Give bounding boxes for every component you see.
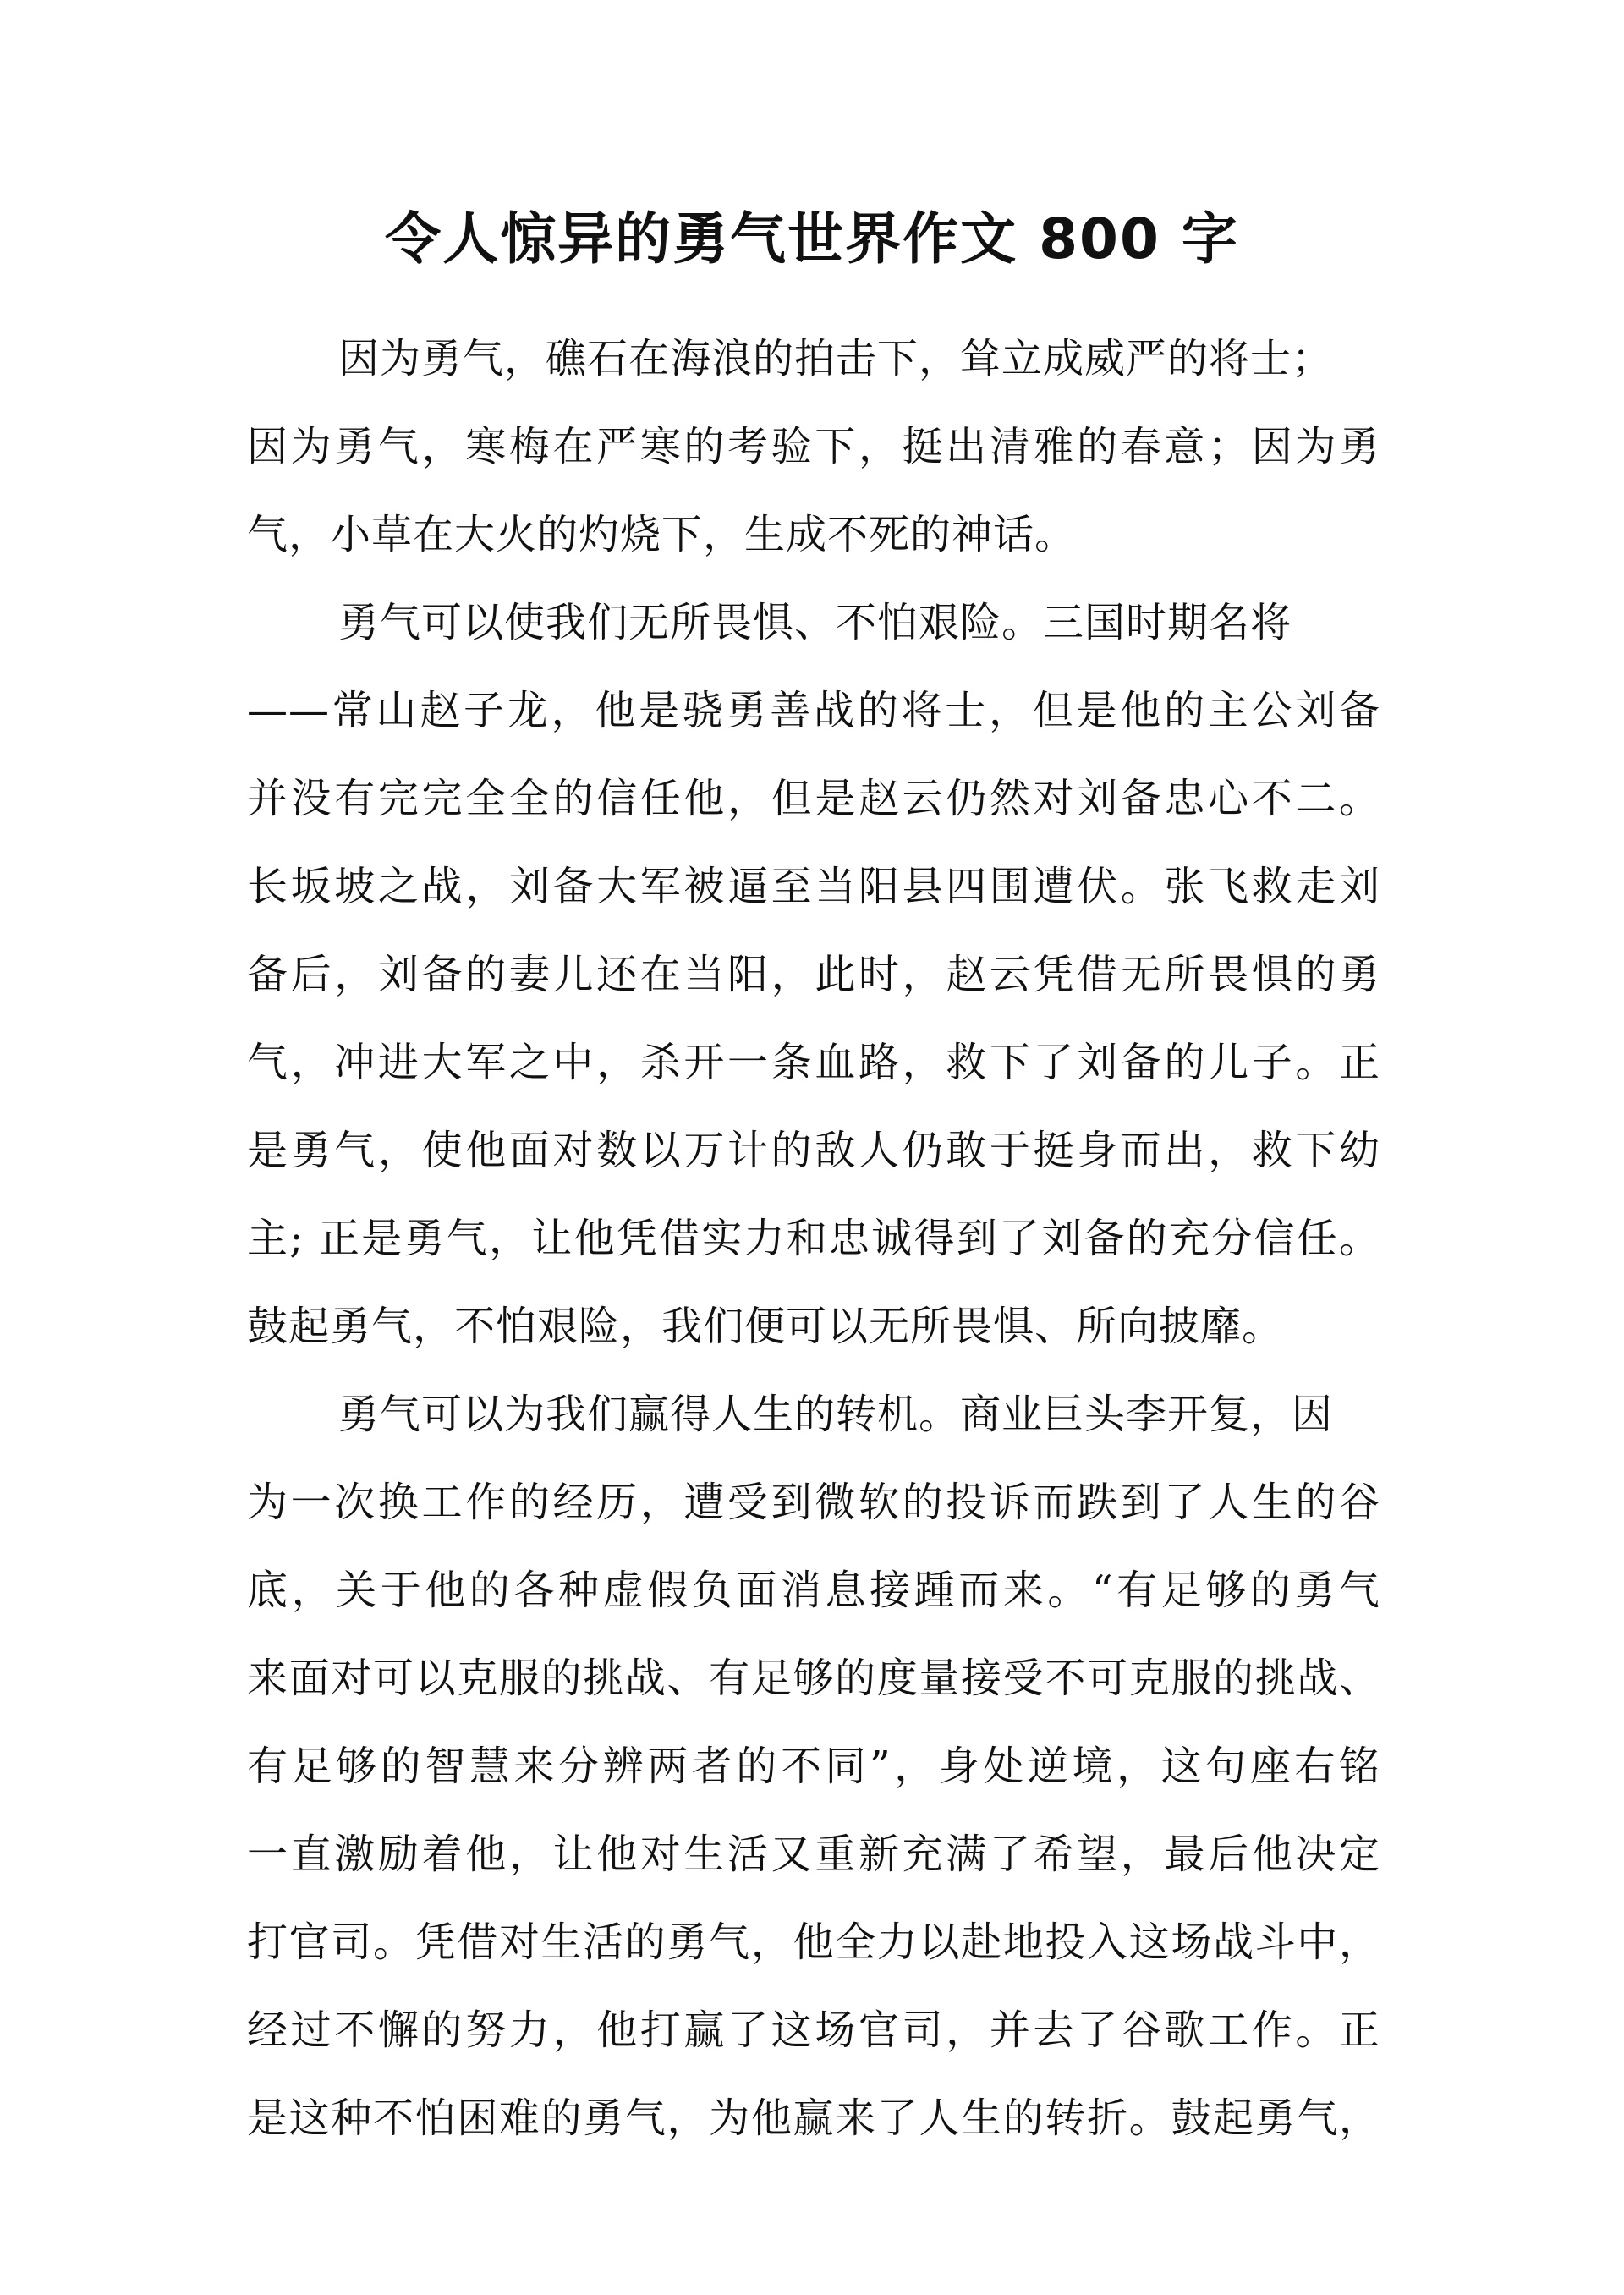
paragraph-3-line-2: 为一次换工作的经历，遭受到微软的投诉而跌到了人生的谷	[247, 1479, 1380, 1526]
paragraph-2-line-3: 并没有完完全全的信任他，但是赵云仍然对刘备忠心不二。	[247, 775, 1380, 822]
paragraph-3-line-4: 来面对可以克服的挑战、有足够的度量接受不可克服的挑战、	[247, 1655, 1380, 1702]
paragraph-2-line-5: 备后，刘备的妻儿还在当阳，此时，赵云凭借无所畏惧的勇	[247, 951, 1380, 998]
paragraph-3-line-5: 有足够的智慧来分辨两者的不同”，身处逆境，这句座右铭	[247, 1743, 1380, 1790]
paragraph-3-line-8: 经过不懈的努力，他打赢了这场官司，并去了谷歌工作。正	[247, 2007, 1380, 2054]
paragraph-2-line-9: 鼓起勇气，不怕艰险，我们便可以无所畏惧、所向披靡。	[247, 1303, 1284, 1350]
paragraph-2-line-7: 是勇气，使他面对数以万计的敌人仍敢于挺身而出，救下幼	[247, 1127, 1380, 1174]
document-title: 令人惊异的勇气世界作文 800 字	[385, 206, 1239, 272]
paragraph-3-line-1: 勇气可以为我们赢得人生的转机。商业巨头李开复，因	[338, 1391, 1334, 1438]
essay-body	[247, 315, 1380, 2162]
paragraph-1-line-1: 因为勇气，礁石在海浪的拍击下，耸立成威严的将士；	[338, 335, 1334, 382]
paragraph-3-line-9: 是这种不怕困难的勇气，为他赢来了人生的转折。鼓起勇气，	[247, 2095, 1380, 2142]
paragraph-2-line-1: 勇气可以使我们无所畏惧、不怕艰险。三国时期名将	[338, 599, 1292, 646]
paragraph-3-line-7: 打官司。凭借对生活的勇气，他全力以赴地投入这场战斗中，	[247, 1919, 1380, 1966]
paragraph-1-line-2: 因为勇气，寒梅在严寒的考验下，挺出清雅的春意；因为勇	[247, 423, 1380, 470]
paragraph-3-line-3: 底，关于他的各种虚假负面消息接踵而来。“有足够的勇气	[247, 1567, 1380, 1614]
paragraph-2-line-6: 气，冲进大军之中，杀开一条血路，救下了刘备的儿子。正	[247, 1039, 1380, 1086]
paragraph-1-line-3: 气，小草在大火的灼烧下，生成不死的神话。	[247, 511, 1077, 558]
paragraph-2-line-8: 主; 正是勇气，让他凭借实力和忠诚得到了刘备的充分信任。	[247, 1215, 1380, 1262]
paragraph-2-line-2: ——常山赵子龙，他是骁勇善战的将士，但是他的主公刘备	[247, 687, 1380, 734]
paragraph-2-line-4: 长坂坡之战，刘备大军被逼至当阳县四围遭伏。张飞救走刘	[247, 863, 1380, 910]
paragraph-3-line-6: 一直激励着他，让他对生活又重新充满了希望，最后他决定	[247, 1831, 1380, 1878]
